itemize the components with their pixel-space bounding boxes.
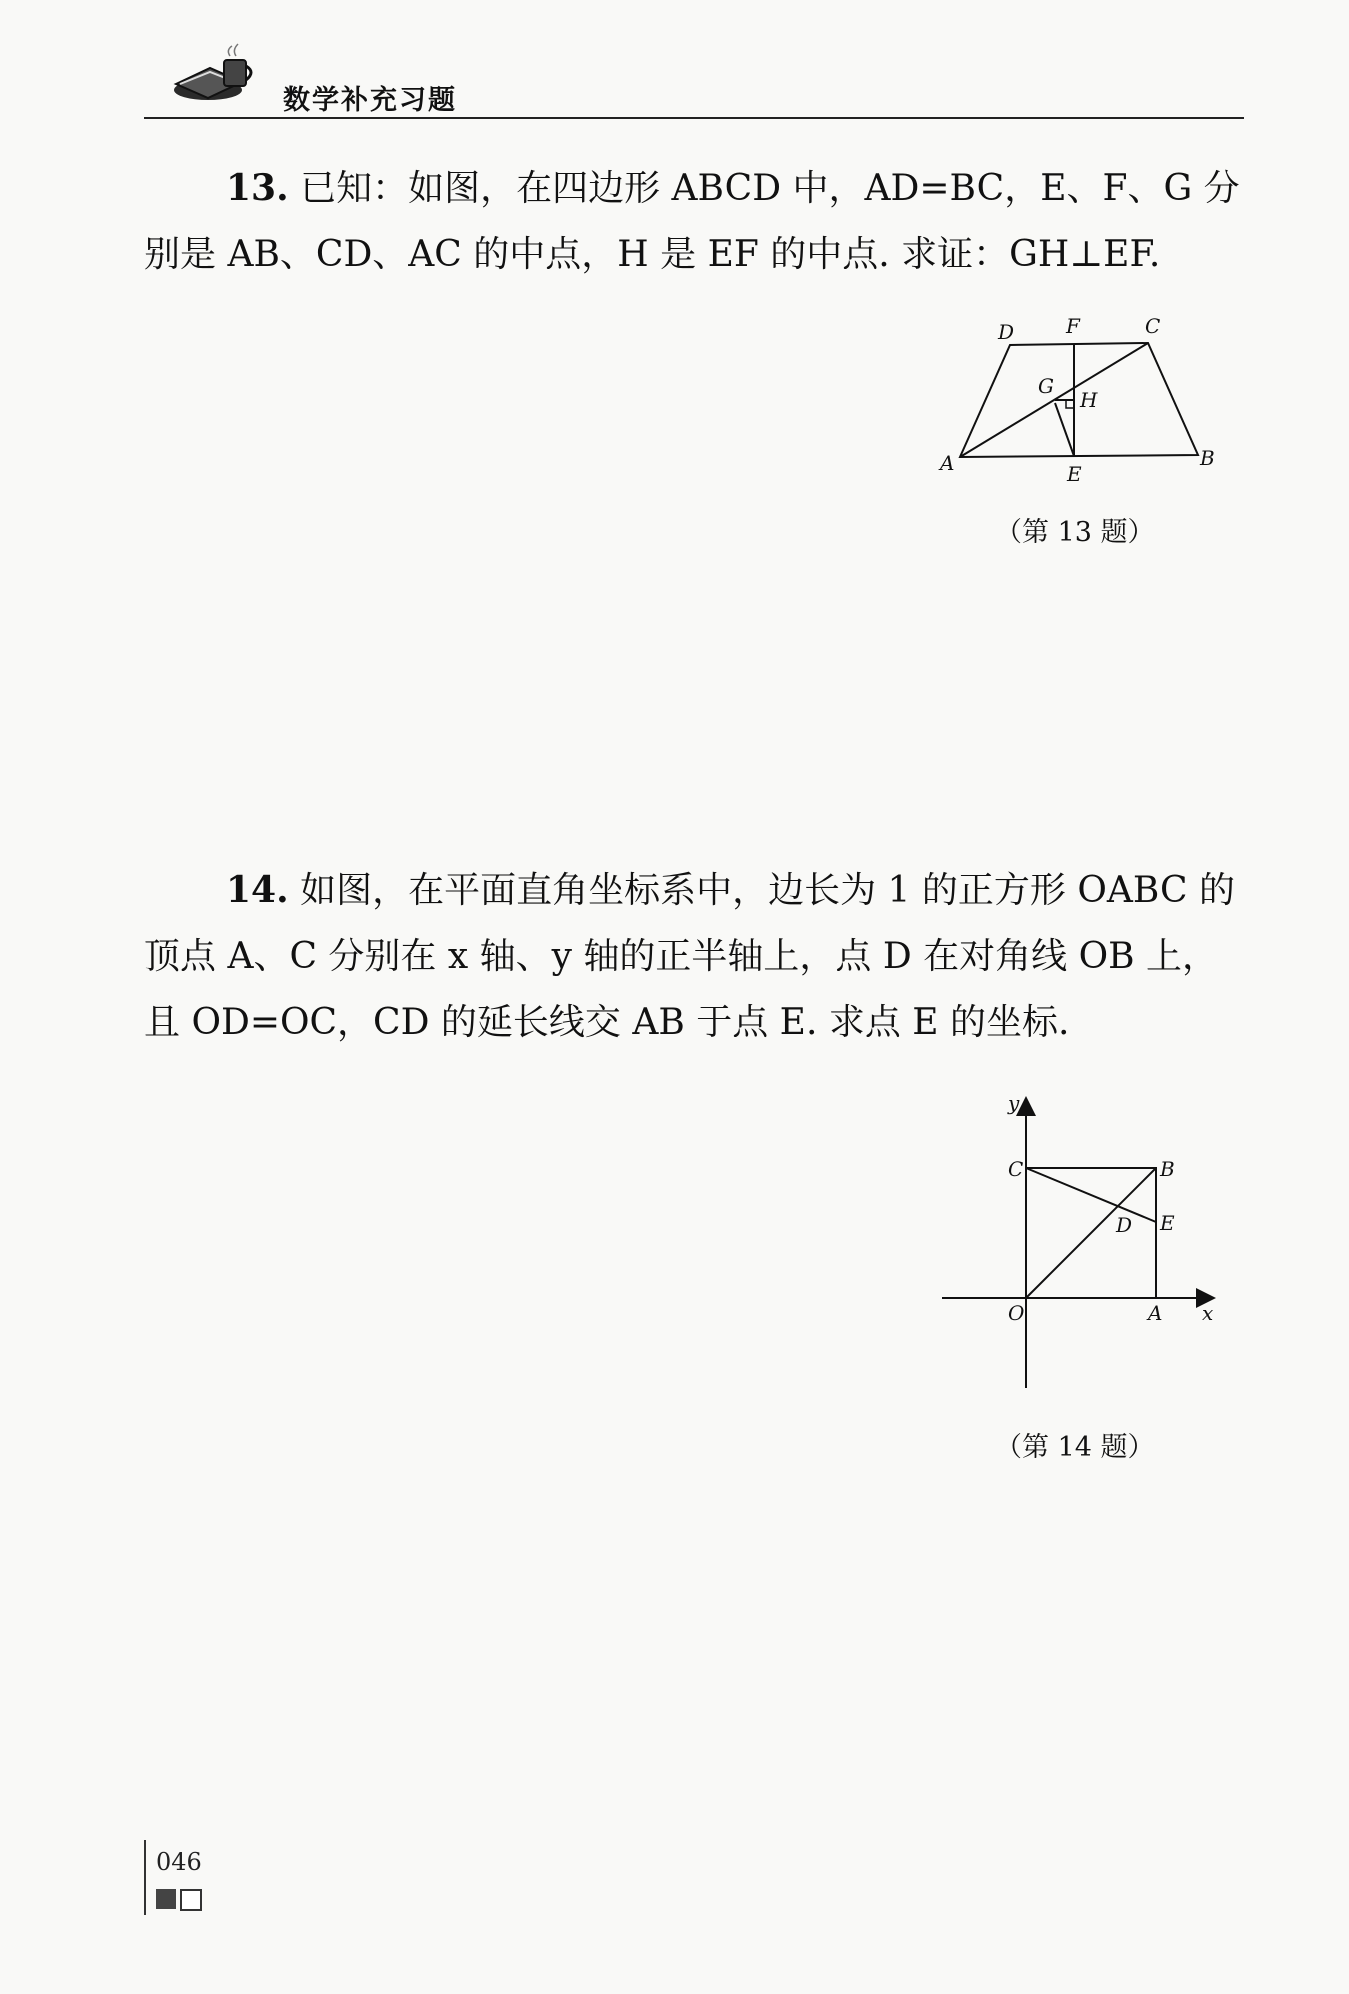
- label-B: B: [1160, 1157, 1175, 1181]
- label-y: y: [1008, 1091, 1020, 1115]
- figure-14-coordinate-square: [930, 1080, 1220, 1400]
- problem-number: 13.: [226, 167, 289, 209]
- figure-14-caption: （第 14 题）: [995, 1432, 1155, 1463]
- label-H: H: [1080, 388, 1098, 412]
- label-E: E: [1067, 462, 1082, 486]
- label-C: C: [1008, 1157, 1024, 1181]
- page-number: 046: [156, 1848, 202, 1876]
- problem-13: [144, 155, 1244, 288]
- label-D: D: [998, 320, 1015, 344]
- problem-number: 14.: [226, 869, 289, 911]
- label-D: D: [1116, 1213, 1133, 1237]
- label-A: A: [1148, 1301, 1163, 1325]
- book-cup-logo-icon: [170, 38, 260, 108]
- problem-text: 已知：如图，在四边形 ABCD 中，AD=BC，E、F、G 分别是 AB、CD、AC 的中点，H 是 EF 的中点. 求证：GH⊥EF.: [144, 168, 1240, 275]
- problem-14: [144, 857, 1244, 1056]
- empty-square-icon: [180, 1889, 202, 1911]
- label-C: C: [1145, 314, 1161, 338]
- label-O: O: [1008, 1301, 1025, 1325]
- figure-13-quadrilateral: [930, 305, 1220, 495]
- footer-divider: [144, 1840, 146, 1915]
- label-B: B: [1200, 446, 1215, 470]
- header-divider: [144, 117, 1244, 119]
- filled-square-icon: [156, 1889, 176, 1909]
- label-G: G: [1038, 374, 1054, 398]
- label-A: A: [940, 451, 955, 475]
- label-E: E: [1160, 1211, 1175, 1235]
- book-title: 数学补充习题: [283, 85, 457, 116]
- label-F: F: [1066, 314, 1080, 338]
- label-x: x: [1202, 1301, 1214, 1325]
- figure-13-caption: （第 13 题）: [995, 517, 1155, 548]
- problem-text: 如图，在平面直角坐标系中，边长为 1 的正方形 OABC 的顶点 A、C 分别在 x 轴、y 轴的正半轴上，点 D 在对角线 OB 上，且 OD=OC，CD 的延长线交 AB 于点 E. 求点 E 的坐标.: [144, 870, 1235, 1043]
